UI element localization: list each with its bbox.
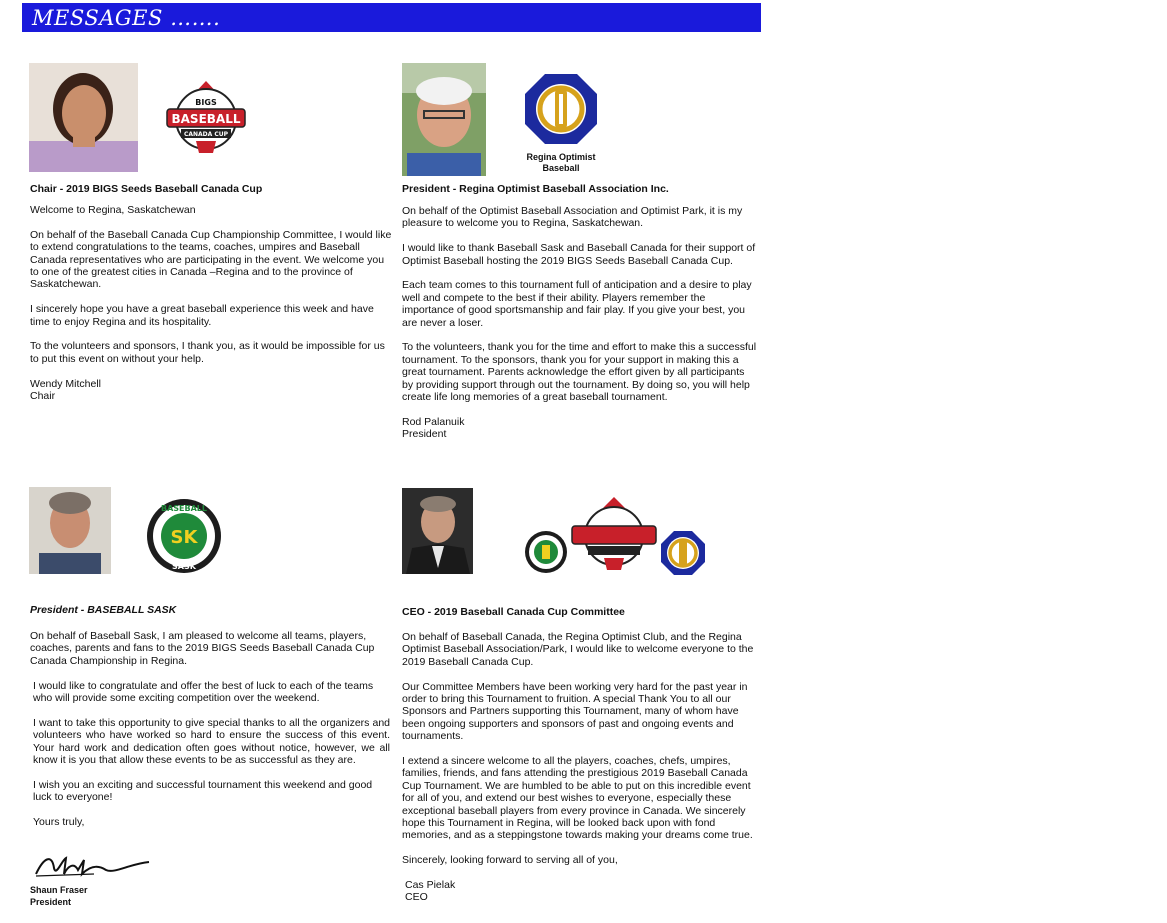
ceo-message <box>402 631 758 904</box>
sask-paragraph: I want to take this opportunity to give special thanks to all the organizers and volunteers who have worked so hard to ensure the success of this event. Your hard work and dedication often goes without notice, however, we all know it is you that allow these events to be as successful as they are. <box>33 716 390 767</box>
ceo-name: Cas Pielak <box>405 879 456 892</box>
ceo-paragraph: I extend a sincere welcome to all the players, coaches, chefs, umpires, families, friends, and fans attending the prestigious 2019 Baseball Canada Cup Tournament. We are humbled to be able to put on this incredible event for all of you, and extend our best wishes to everyone, especially these exceptional baseball players from every province in Canada. We sincerely hope this Tournament in Regina, will be looked back upon with fond memories, and as a steppingstone towards making your dreams come true. <box>402 755 753 842</box>
chair-photo <box>29 63 138 172</box>
ceo-title: CEO <box>405 891 428 904</box>
optimist-president-photo <box>402 63 486 176</box>
baseball-sask-logo <box>145 497 223 575</box>
sask-logo-bottom-text: SASK <box>172 562 196 571</box>
sask-logo-top-text: BASEBALL <box>161 504 207 513</box>
sask-heading-bold: BASEBALL SASK <box>87 604 177 616</box>
chair-message <box>30 204 392 402</box>
ceo-paragraph: Sincerely, looking forward to serving all of you, <box>402 854 618 867</box>
bigs-baseball-canada-cup-logo <box>161 79 251 159</box>
optimist-paragraph: Each team comes to this tournament full of anticipation and a desire to play well and compete to the best if their ability. Players remember the importance of good sportsmanship and fair play. If you give your best, you are never a loser. <box>402 279 752 329</box>
bigs-sub-text: CANADA CUP <box>183 131 229 138</box>
sask-paragraph: I wish you an exciting and successful tournament this weekend and good luck to everyone! <box>33 778 373 804</box>
signature-image <box>34 852 152 880</box>
ceo-paragraph: On behalf of Baseball Canada, the Regina Optimist Club, and the Regina Optimist Baseball Association/Park, I would like to welcome everyone to the 2019 Baseball Canada Cup. <box>402 631 754 668</box>
optimist-paragraph: To the volunteers, thank you for the time and effort to make this a successful tournament. To the sponsors, thank you for your support in making this a great tournament. Parents acknowledge the effort given by all participants by providing support through out the tournament. By doing so, you will help create life long memories of a great baseball tournament. <box>402 341 757 404</box>
ceo-photo <box>402 488 473 574</box>
ceo-sask-logo <box>524 530 568 574</box>
sask-paragraph: I would like to congratulate and offer the best of luck to each of the teams who will provide some exciting competition over the weekend. <box>33 679 374 705</box>
chair-paragraph: Welcome to Regina, Saskatchewan <box>30 204 196 216</box>
regina-optimist-logo <box>521 72 601 173</box>
chair-paragraph: I sincerely hope you have a great baseball experience this week and have time to enjoy Regina and its hospitality. <box>30 303 374 328</box>
optimist-president-name: Rod Palanuik <box>402 415 465 428</box>
ceo-heading: CEO - 2019 Baseball Canada Cup Committee <box>402 606 625 618</box>
messages-banner <box>22 3 761 32</box>
sask-signature-block <box>30 884 88 908</box>
ceo-paragraph: Our Committee Members have been working very hard for the past year in order to bring this Tournament to fruition. A special Thank You to all our Sponsors and Partners supporting this Tournament, many of whom have been ongoing supporters and sponsors of past and ongoing events and tournaments. <box>402 680 748 743</box>
sask-president-title: President <box>30 897 72 907</box>
sask-president-photo <box>29 487 111 574</box>
sask-logo-letters: SK <box>170 527 198 548</box>
optimist-paragraph: On behalf of the Optimist Baseball Association and Optimist Park, it is my pleasure to welcome you to Regina, Saskatchewan. <box>402 205 743 230</box>
optimist-president-message <box>402 205 758 441</box>
chair-title: Chair <box>30 390 56 403</box>
chair-paragraph: To the volunteers and sponsors, I thank you, as it would be impossible for us to put this event on without your help. <box>30 340 385 365</box>
chair-name: Wendy Mitchell <box>30 377 101 390</box>
optimist-caption-line2: Baseball <box>542 163 580 173</box>
sask-heading-plain: President - <box>30 604 88 616</box>
sask-president-message <box>30 630 390 828</box>
optimist-caption-line1: Regina Optimist <box>526 152 596 162</box>
bigs-small-text: BIGS <box>195 98 217 107</box>
optimist-president-heading: President - Regina Optimist Baseball Association Inc. <box>402 183 669 195</box>
sask-paragraph: On behalf of Baseball Sask, I am pleased to welcome all teams, players, coaches, parents and fans to the 2019 BIGS Seeds Baseball Canada Cup Canada Championship in Regina. <box>30 630 375 667</box>
optimist-president-title: President <box>402 428 447 441</box>
chair-heading: Chair - 2019 BIGS Seeds Baseball Canada Cup <box>30 183 263 195</box>
sask-president-name: Shaun Fraser <box>30 885 88 895</box>
bigs-main-text: BASEBALL <box>171 112 241 126</box>
banner-title: MESSAGES ……. <box>32 6 221 30</box>
sask-closing: Yours truly, <box>33 816 85 829</box>
ceo-bigs-logo <box>568 496 660 574</box>
ceo-optimist-logo <box>660 530 706 576</box>
chair-paragraph: On behalf of the Baseball Canada Cup Championship Committee, I would like to extend congratulations to the teams, coaches, umpires and Baseball Canada representatives who are participating in the event. We welcome you to one of the greatest cities in Canada –Regina and to the province of Saskatchewan. <box>30 228 392 291</box>
optimist-paragraph: I would like to thank Baseball Sask and Baseball Canada for their support of Optimist Baseball hosting the 2019 BIGS Seeds Baseball Canada Cup. <box>402 242 756 267</box>
sask-president-heading <box>30 604 176 616</box>
